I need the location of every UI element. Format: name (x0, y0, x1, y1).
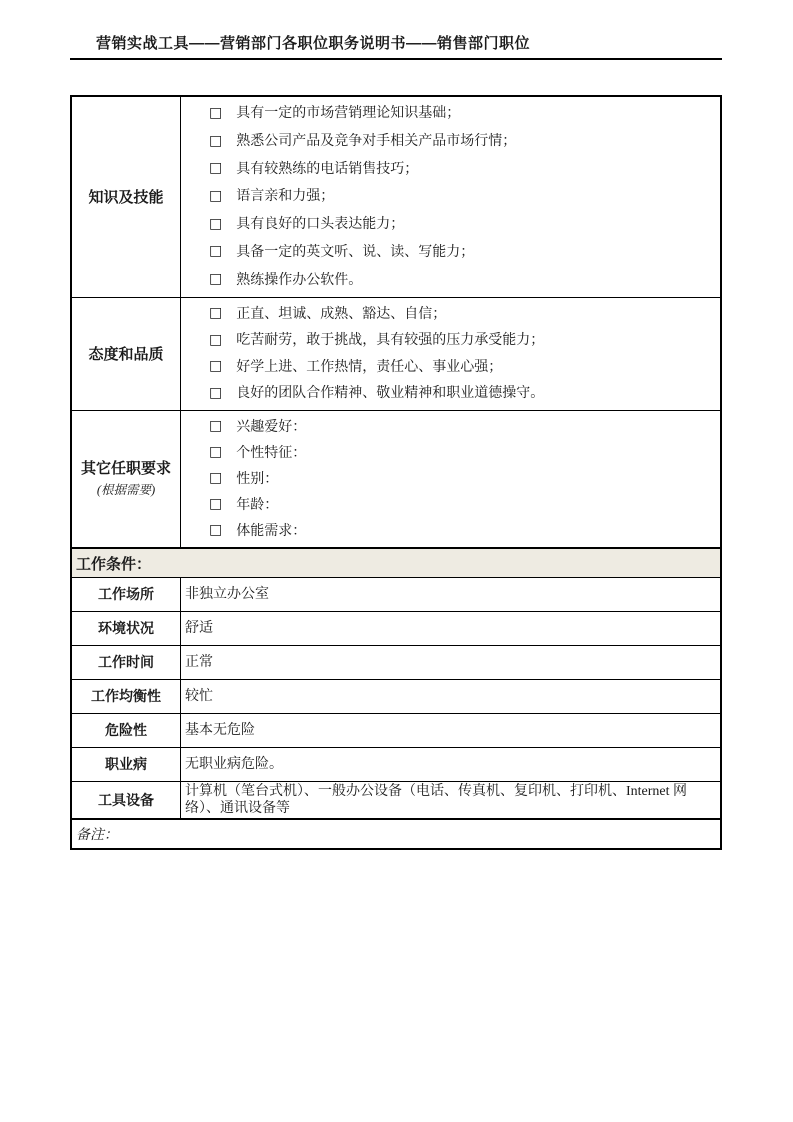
condition-label: 职业病 (72, 748, 181, 781)
checkbox-icon[interactable]: □ (209, 496, 223, 512)
condition-row (72, 611, 720, 645)
checkbox-icon[interactable]: □ (209, 160, 223, 177)
condition-value: 计算机（笔台式机）、一般办公设备（电话、传真机、复印机、打印机、Internet 网络）、通讯设备等 (185, 784, 688, 816)
checklist-item-text: 熟悉公司产品及竞争对手相关产品市场行情； (236, 134, 517, 150)
checkbox-icon[interactable]: □ (209, 418, 223, 434)
checklist-item (209, 497, 712, 514)
checklist-item-text: 具有良好的口头表达能力； (236, 217, 405, 233)
remark-row (72, 818, 720, 848)
checklist-item (209, 306, 712, 323)
condition-value: 较忙 (185, 689, 213, 704)
section-label-cell (72, 298, 181, 410)
checkbox-icon[interactable]: □ (209, 271, 223, 288)
checklist-item-text: 具备一定的英文听、说、读、写能力； (236, 244, 475, 260)
checkbox-icon[interactable]: □ (209, 470, 223, 486)
checklist-item-text: 具有较熟练的电话销售技巧； (236, 161, 419, 177)
job-description-table (70, 95, 722, 850)
section-label-cell (72, 411, 181, 547)
checklist-item (209, 471, 712, 488)
checklist-item-text: 年龄： (236, 497, 279, 513)
checklist-item (209, 272, 712, 289)
requirement-sections (72, 97, 720, 547)
checklist-item (209, 523, 712, 540)
condition-label: 环境状况 (72, 612, 181, 645)
checklist-item (209, 105, 712, 122)
requirement-section-row (72, 297, 720, 410)
page-title: 营销实战工具——营销部门各职位职务说明书——销售部门职位 (96, 35, 531, 52)
remark-label: 备注： (76, 828, 118, 843)
checkbox-icon[interactable]: □ (209, 132, 223, 149)
checklist-item (209, 216, 712, 233)
checklist-item-text: 熟练操作办公软件。 (236, 272, 363, 288)
condition-label: 危险性 (72, 714, 181, 747)
condition-value: 舒适 (185, 621, 213, 636)
checkbox-icon[interactable]: □ (209, 305, 223, 322)
section-label: 其它任职要求 (80, 459, 171, 477)
requirement-section-row (72, 410, 720, 547)
checklist-item (209, 244, 712, 261)
checklist-item-text: 具有一定的市场营销理论知识基础； (236, 106, 461, 122)
checkbox-icon[interactable]: □ (209, 187, 223, 204)
section-label: 态度和品质 (88, 345, 164, 363)
condition-value: 无职业病危险。 (185, 757, 283, 772)
checklist-item (209, 445, 712, 462)
condition-value: 基本无危险 (185, 723, 255, 738)
checklist-item-text: 兴趣爱好： (236, 419, 307, 435)
checkbox-icon[interactable]: □ (209, 331, 223, 348)
section-label-text (88, 344, 163, 365)
section-label-cell (72, 97, 181, 297)
condition-row (72, 747, 720, 781)
condition-label: 工作时间 (72, 646, 181, 679)
condition-row (72, 713, 720, 747)
checkbox-icon[interactable]: □ (209, 104, 223, 121)
section-content-cell (181, 97, 720, 297)
checklist-item-text: 良好的团队合作精神、敬业精神和职业道德操守。 (236, 386, 545, 402)
condition-value: 非独立办公室 (185, 587, 269, 602)
condition-row (72, 577, 720, 611)
checkbox-icon[interactable]: □ (209, 358, 223, 375)
checklist-item (209, 359, 712, 376)
section-content-cell (181, 298, 720, 410)
checklist-item (209, 133, 712, 150)
condition-row (72, 645, 720, 679)
condition-label: 工具设备 (72, 782, 181, 818)
condition-value: 正常 (185, 655, 213, 670)
section-label-text (88, 187, 163, 208)
condition-label: 工作场所 (72, 578, 181, 611)
checklist-item (209, 161, 712, 178)
section-label-note: (根据需要) (96, 482, 156, 497)
checklist-item (209, 332, 712, 349)
work-conditions-title: 工作条件： (76, 555, 152, 573)
checklist-item-text: 正直、坦诚、成熟、豁达、自信； (236, 306, 447, 322)
checkbox-icon[interactable]: □ (209, 215, 223, 232)
checklist-item-text: 好学上进、工作热情，责任心、事业心强； (236, 359, 503, 375)
checklist-item-text: 个性特征： (236, 445, 307, 461)
section-label-text (74, 458, 178, 501)
checkbox-icon[interactable]: □ (209, 384, 223, 401)
requirement-section-row (72, 97, 720, 297)
section-label: 知识及技能 (88, 188, 164, 206)
checkbox-icon[interactable]: □ (209, 522, 223, 538)
checklist-item-text: 语言亲和力强； (236, 189, 335, 205)
checklist-item-text: 体能需求： (236, 523, 307, 539)
checkbox-icon[interactable]: □ (209, 444, 223, 460)
checklist-item (209, 188, 712, 205)
condition-row (72, 679, 720, 713)
checklist-item-text: 吃苦耐劳，敢于挑战，具有较强的压力承受能力； (236, 333, 545, 349)
checklist-item (209, 419, 712, 436)
checklist-item (209, 385, 712, 402)
condition-rows (72, 577, 720, 818)
condition-row (72, 781, 720, 818)
work-conditions-header-row (72, 547, 720, 577)
document-header (70, 34, 722, 60)
checklist-item-text: 性别： (236, 471, 279, 487)
condition-label: 工作均衡性 (72, 680, 181, 713)
section-content-cell (181, 411, 720, 547)
checkbox-icon[interactable]: □ (209, 243, 223, 260)
